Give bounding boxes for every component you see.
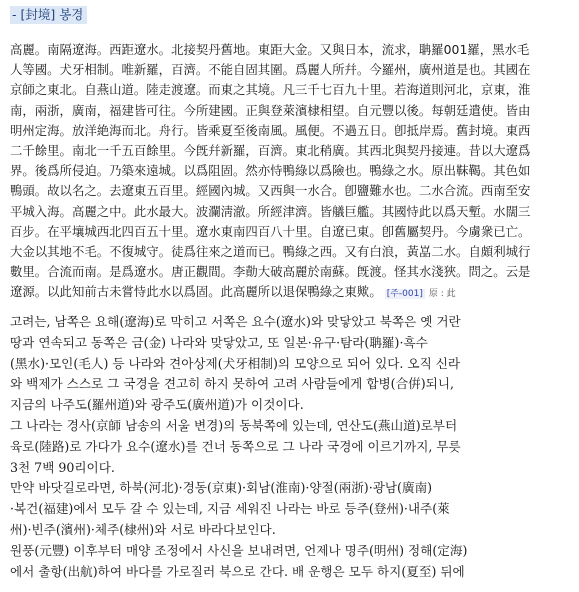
original-text-line: 數里。合流而南。是爲遼水。唐正觀間。李勣大破高麗於南蘇。旣渡。怪其水淺狹。問之。云是 <box>10 264 531 280</box>
original-text-line: 京師之東北。自燕山道。陸走渡遼。而東之其境。凡三千七百九十里。若海道則河北，京東，淮 <box>10 82 531 98</box>
original-text-line: 南，兩浙，廣南，福建皆可往。今所建國。正與登萊濱棣相望。自元豐以後。每朝廷遣使。皆由 <box>10 102 531 118</box>
original-chinese-text <box>10 40 572 305</box>
translation-line: 에서 출항(出航)하여 바다를 가로질러 북으로 간다. 배 운행은 모두 하지(夏至) 뒤에 <box>10 563 465 579</box>
original-text-line: 百步。在平壤城西北四百五十里。遼水東南四百八十里。自遼已東。卽舊屬契丹。今虜衆已亡。 <box>10 223 531 239</box>
translation-line: ·복건(福建)에서 모두 갈 수 있는데, 지금 세워진 나라는 바로 등주(登州)·내주(萊 <box>10 501 450 517</box>
original-text-line: 平城入海。高麗之中。此水最大。波瀾淸澈。所經津濟。皆艤巨艦。其國恃此以爲天塹。水闊三 <box>10 203 531 219</box>
original-text-line: 大金以其地不毛。不復城守。徒爲往來之道而已。鴨綠之西。又有白浪，黃嵓二水。自頗利城行 <box>10 244 531 260</box>
original-text-line: 明州定海。放洋絶海而北。舟行。皆乘夏至後南風。風便。不過五日。卽抵岸焉。舊封境。東西 <box>10 122 531 138</box>
translation-line: 만약 바닷길로라면, 하북(河北)·경동(京東)·회남(淮南)·양절(兩浙)·광남(廣南) <box>10 480 433 496</box>
original-text-line-last <box>10 282 572 304</box>
original-text-line: 高麗。南隔遼海。西距遼水。北接契丹舊地。東距大金。又與日本，流求，聃羅001羅，黑水毛 <box>10 42 530 57</box>
original-text-line: 二千餘里。南北一千五百餘里。今旣幷新羅，百濟。東北稍廣。其西北與契丹接連。昔以大遼爲 <box>10 143 531 159</box>
translation-line: 3천 7백 90리이다. <box>10 459 115 475</box>
translation-line: 그 나라는 경사(京師 남송의 서울 변경)의 동북쪽에 있는데, 연산도(燕山道)로부터 <box>10 417 458 433</box>
translation-line: (黑水)·모인(毛人) 등 나라와 견아상제(犬牙相制)의 모양으로 되어 있다. 오직 신라 <box>10 355 461 371</box>
section-heading-label: - [封境] 봉경 <box>12 7 84 22</box>
translation-line: 육로(陸路)로 가다가 요수(遼水)를 건너 동쪽으로 그 나라 국경에 이르기까지, 무릇 <box>10 438 461 454</box>
original-text-line: 人等國。犬牙相制。唯新羅，百濟。不能自固其圍。爲麗人所幷。今羅州，廣州道是也。其國在 <box>10 62 531 78</box>
translation-line: 원풍(元豐) 이후부터 매양 조정에서 사신을 보내려면, 언제나 명주(明州) 정해(定海) <box>10 542 468 558</box>
original-text-line: 界。後爲所侵迫。乃築來遠城。以爲阻固。然亦恃鴨綠以爲險也。鴨綠之水。原出靺鞨。其色如 <box>10 163 531 179</box>
translation-line: 州)·빈주(濱州)·체주(棣州)와 서로 바라다보인다. <box>10 521 276 537</box>
translation-line: 지금의 나주도(羅州道)와 광주도(廣州道)가 이것이다. <box>10 397 304 413</box>
footnote-link[interactable]: [주-001] <box>386 289 423 300</box>
translation-line: 땅과 연속되고 동쪽은 금(金) 나라와 맞닿았고, 또 일본·유구·탐라(聃羅)·흑수 <box>10 334 428 350</box>
section-heading <box>10 6 87 24</box>
translation-line: 와 백제가 스스로 그 국경을 견고히 하지 못하여 고려 사람들에게 합병(合倂)되니, <box>10 376 455 392</box>
original-text-line: 鴨頭。故以名之。去遼東五百里。經國內城。又西與一水合。卽鹽難水也。二水合流。西南至安 <box>10 183 531 199</box>
footnote-attribution: 原 : 此 <box>428 289 456 300</box>
translation-line: 고려는, 남쪽은 요해(遼海)로 막히고 서쪽은 요수(遼水)와 맞닿았고 북쪽은 옛 거란 <box>10 314 461 329</box>
korean-translation <box>10 312 572 582</box>
original-text-line: 遼源。以此知前古未嘗恃此水以爲固。此高麗所以退保鴨綠之東歟。 <box>10 284 382 300</box>
